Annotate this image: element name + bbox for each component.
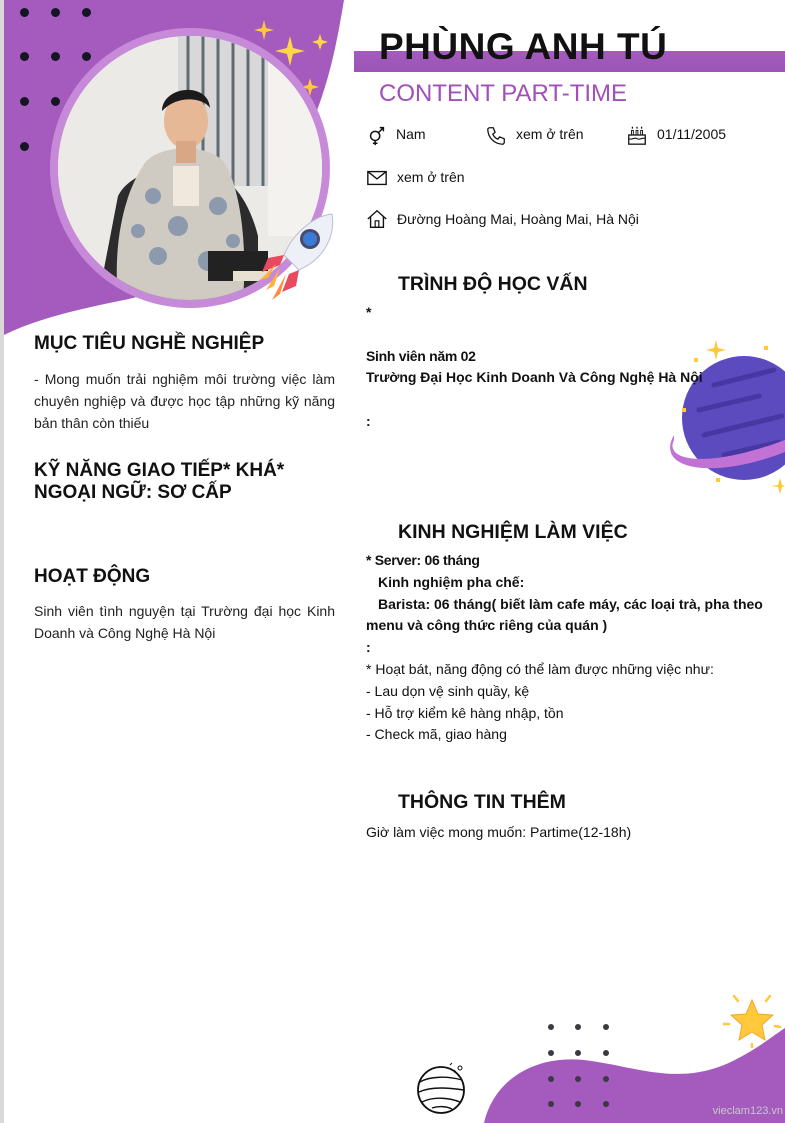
experience-list	[366, 550, 766, 746]
education-bullet: *	[366, 304, 372, 320]
mail-icon	[366, 167, 388, 189]
experience-line: - Hỗ trợ kiểm kê hàng nhập, tồn	[366, 704, 564, 721]
experience-line: - Check mã, giao hàng	[366, 726, 507, 743]
experience-line: :	[366, 639, 371, 656]
cake-icon	[626, 124, 648, 146]
education-heading: TRÌNH ĐỘ HỌC VẤN	[398, 273, 588, 295]
experience-line: * Server: 06 tháng	[366, 552, 480, 568]
activities-heading: HOẠT ĐỘNG	[34, 566, 151, 587]
education-year: Sinh viên năm 02	[366, 348, 476, 364]
objective-text: - Mong muốn trải nghiệm môi trường việc làm chuyên nghiệp và được học tập những kỹ năng bản thân còn thiếu	[34, 371, 335, 431]
cv-page	[4, 0, 785, 1123]
email-value: xem ở trên	[397, 169, 465, 185]
star-icon	[722, 992, 782, 1048]
extra-heading: THÔNG TIN THÊM	[398, 791, 566, 813]
phone-value: xem ở trên	[516, 126, 584, 142]
watermark: vieclam123.vn	[712, 1105, 783, 1117]
gender-value: Nam	[396, 126, 426, 142]
gender-icon	[366, 124, 388, 146]
experience-heading: KINH NGHIỆM LÀM VIỆC	[398, 521, 628, 543]
extra-text: Giờ làm việc mong muốn: Partime(12-18h)	[366, 824, 632, 840]
address-value: Đường Hoàng Mai, Hoàng Mai, Hà Nội	[397, 211, 639, 227]
rocket-icon	[254, 210, 339, 310]
experience-line: Kinh nghiệm pha chế:	[378, 573, 525, 590]
phone-icon	[485, 125, 507, 147]
birthday-value: 01/11/2005	[657, 126, 727, 142]
experience-line: Barista: 06 tháng( biết làm cafe máy, các loại trà, pha theo menu và công thức riêng của quán )	[366, 595, 763, 634]
skills-heading: KỸ NĂNG GIAO TIẾP* KHÁ* NGOẠI NGỮ: SƠ CẤP	[34, 460, 285, 503]
globe-icon	[414, 1062, 470, 1116]
experience-line: - Lau dọn vệ sinh quầy, kệ	[366, 682, 530, 699]
education-school: Trường Đại Học Kinh Doanh Và Công Nghệ Hà Nội	[366, 369, 703, 385]
objective-heading: MỤC TIÊU NGHỀ NGHIỆP	[34, 333, 265, 354]
experience-line: * Hoạt bát, năng động có thể làm được những việc như:	[366, 660, 714, 677]
planet-icon	[664, 330, 785, 505]
activities-text: Sinh viên tình nguyện tại Trường đại học Kinh Doanh và Công Nghệ Hà Nội	[34, 603, 335, 641]
education-colon: :	[366, 413, 371, 429]
home-icon	[366, 208, 388, 230]
job-title: CONTENT PART-TIME	[379, 80, 628, 107]
candidate-name: PHÙNG ANH TÚ	[379, 26, 668, 67]
